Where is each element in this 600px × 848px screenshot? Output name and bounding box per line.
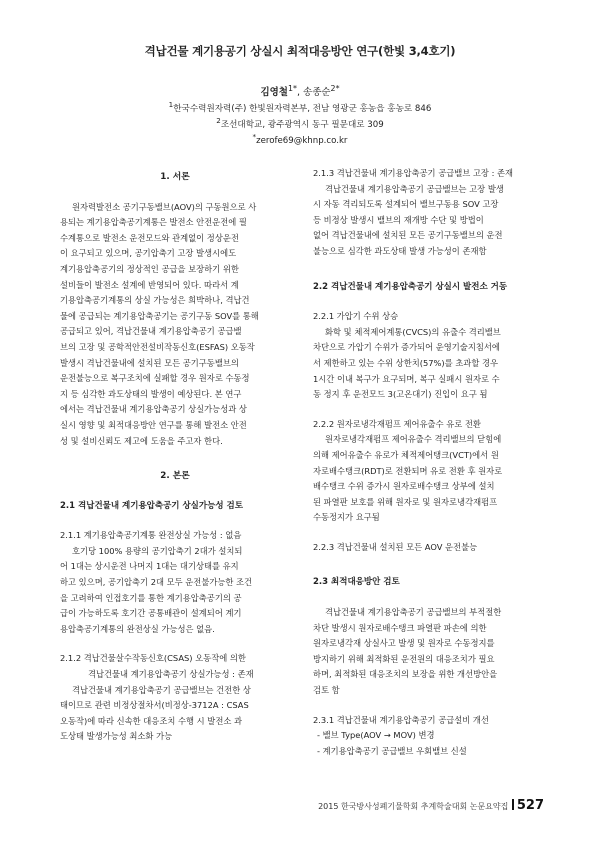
section-2-1-2 [60, 651, 290, 745]
intro-line: 에서는 격납건물내 계기용압축공기 상실가능성과 상 [60, 404, 247, 415]
section-2-1-heading: 2.1 격납건물내 계기용압축공기 상실가능성 검토 [60, 500, 243, 511]
paragraph-line: 용압축공기계통의 완전상실 가능성은 없음. [60, 623, 215, 634]
paragraph-line: 된 파열판 보호를 위해 원자로 및 원자로냉각재펌프 [313, 496, 498, 507]
paper-title: 격납건물 계기용공기 상실시 최적대응방안 연구(한빛 3,4호기) [144, 44, 456, 58]
affiliation-1-mark: 1 [168, 100, 174, 109]
section-2-2-1 [313, 309, 543, 403]
section-2-1-2-heading-cont: 격납건물내 계기용압축공기 상실가능성 : 존재 [88, 669, 254, 680]
paragraph-line: 원자로냉각재펌프 제어유출수 격리밸브의 닫힘에 [325, 434, 502, 445]
author-2-affil-mark: 2* [330, 84, 340, 93]
paragraph-line: 자로배수탱크(RDT)로 전환되며 유로 전환 후 원자로 [313, 465, 503, 476]
intro-line: 기용압축공기계통의 상실 가능성은 희박하나, 격납건 [60, 295, 250, 306]
paragraph-line: 검토 함 [313, 685, 340, 696]
section-2-1-1-heading: 2.1.1 계기용압축공기계통 완전상실 가능성 : 없음 [60, 530, 242, 541]
paragraph-line: 불능으로 심각한 과도상태 발생 가능성이 존재함 [313, 245, 487, 256]
section-2-1-1 [60, 528, 290, 637]
intro-line: 수계통으로 발전소 운전모드와 관계없이 정상운전 [60, 232, 239, 243]
section-introduction-heading: 1. 서론 [160, 172, 190, 182]
intro-line: 운전불능으로 복구조치에 실패할 경우 원자로 수동정 [60, 373, 250, 384]
corresponding-email [0, 132, 600, 146]
paragraph-line: 차단으로 가압기 수위가 증가되어 운영기술지침서에 [313, 342, 500, 353]
paragraph-line: 격납건물내 계기용압축공기 공급밸브는 고장 발생 [325, 183, 504, 194]
affiliation-1 [0, 100, 600, 114]
paragraph-line: 수동정지가 요구됨 [313, 512, 380, 523]
intro-line: 지 등 심각한 과도상태의 발생이 예상된다. 본 연구 [60, 388, 242, 399]
intro-line: 발생시 격납건물내에 설치된 모든 공기구동밸브의 [60, 357, 239, 368]
section-2-2-3-heading: 2.2.3 격납건물내 설치된 모든 AOV 운전불능 [313, 541, 478, 552]
intro-line: 브의 고장 및 공학적안전설비작동신호(ESFAS) 오동작 [60, 341, 255, 352]
affiliation-2-text: 조선대학교, 광주광역시 동구 필문대로 309 [220, 119, 384, 130]
paragraph-line: 등 비정상 발생시 밸브의 재개방 수단 및 방법이 [313, 214, 484, 225]
section-2-3-paragraph [313, 605, 543, 699]
paragraph-line: 오동작)에 따라 신속한 대응조치 수행 시 발전소 과 [60, 715, 242, 726]
affiliation-2 [0, 116, 600, 130]
section-body-heading: 2. 본론 [160, 471, 190, 482]
intro-line: 성 및 설비신뢰도 제고에 도움을 주고자 한다. [60, 435, 223, 446]
intro-line: 실시 영향 및 최적대응방안 연구를 통해 발전소 안전 [60, 419, 247, 430]
author-1-affil-mark: 1* [287, 84, 297, 93]
paragraph-line: 어 1대는 상시운전 나머지 1대는 대기상태를 유지 [60, 561, 239, 572]
paragraph-line: 태이므로 관련 비정상절차서(비정상-3712A : CSAS [60, 700, 249, 711]
intro-line: 원자력발전소 공기구동밸브(AOV)의 구동원으로 사 [72, 201, 257, 212]
paragraph-line: 격납건물내 계기용압축공기 공급밸브는 건전한 상 [72, 684, 251, 695]
author-1: 김영철 [260, 87, 288, 99]
footer-divider [512, 799, 514, 810]
paragraph-line: 도상태 발생가능성 최소화 가능 [60, 731, 173, 742]
intro-line: 계기용압축공기의 정상적인 공급을 보장하기 위한 [60, 263, 239, 274]
intro-line: 공급되고 있어, 격납건물내 계기용압축공기 공급밸 [60, 326, 242, 337]
right-column [313, 166, 543, 759]
author-line [0, 84, 600, 98]
paragraph-line: 급이 가능하도록 호기간 공통배관이 설계되어 계기 [60, 608, 242, 619]
section-2-3-heading: 2.3 최적대응방안 검토 [313, 577, 400, 588]
list-item: - 밸브 Type(AOV → MOV) 변경 [317, 730, 435, 741]
section-2-2-1-heading: 2.2.1 가압기 수위 상승 [313, 311, 399, 322]
paragraph-line: 차단 발생시 원자로배수탱크 파열판 파손에 의한 [313, 622, 487, 633]
section-2-1-3 [313, 166, 543, 260]
page-number: 527 [516, 798, 544, 813]
affiliation-1-text: 한국수력원자력(주) 한빛원자력본부, 전남 영광군 홍농읍 홍농로 846 [173, 103, 432, 114]
email-text: zerofe69@khnp.co.kr [256, 135, 348, 146]
paragraph-line: 시 자동 격리되도록 설계되어 밸브구동용 SOV 고장 [313, 199, 499, 210]
paragraph-line: 원자로냉각재 상실사고 발생 및 원자로 수동정지를 [313, 638, 495, 649]
introduction-paragraph [60, 200, 290, 450]
email-mark: * [252, 132, 257, 141]
list-item: - 계기용압축공기 공급밸브 우회밸브 신설 [317, 745, 467, 756]
paragraph-line: 배수탱크 수위 증가시 원자로배수탱크 상부에 설치 [313, 481, 495, 492]
paragraph-line: 방지하기 위해 최적화된 운전원의 대응조치가 필요 [313, 653, 495, 664]
footer-proceedings-title: 2015 한국방사성폐기물학회 추계학술대회 논문요약집 [318, 802, 509, 811]
section-2-2-2 [313, 417, 543, 526]
affiliation-2-mark: 2 [216, 116, 221, 125]
paragraph-line: 의해 제어유출수 유로가 체적제어탱크(VCT)에서 원 [313, 449, 499, 460]
section-2-1-3-heading: 2.1.3 격납건물내 계기용압축공기 공급밸브 고장 : 존재 [313, 168, 514, 178]
section-2-1-2-heading: 2.1.2 격납건물살수작동신호(CSAS) 오동작에 의한 [60, 653, 246, 664]
intro-line: 설비들이 발전소 설계에 반영되어 있다. 따라서 계 [60, 279, 239, 290]
paragraph-line: 서 제한하고 있는 수위 상한치(57%)를 초과할 경우 [313, 357, 499, 368]
author-separator: , [296, 87, 304, 99]
left-column [60, 170, 290, 745]
paragraph-line: 화학 및 체적제어계통(CVCS)의 유출수 격리밸브 [325, 326, 501, 337]
paragraph-line: 을 고려하여 인접호기를 통한 계기용압축공기의 공 [60, 592, 242, 603]
intro-line: 물에 공급되는 계기용압축공기는 공기구동 SOV를 통해 [60, 310, 259, 321]
paragraph-line: 없어 격납건물내에 설치된 모든 공기구동밸브의 운전 [313, 230, 503, 241]
section-2-2-heading: 2.2 격납건물내 계기용압축공기 상실시 발전소 거동 [313, 281, 508, 292]
paragraph-line: 격납건물내 계기용압축공기 공급밸브의 부적절한 [325, 607, 502, 618]
intro-line: 이 요구되고 있으며, 공기압축기 고장 발생시에도 [60, 248, 237, 259]
page-footer [0, 798, 544, 813]
section-2-3-1-heading: 2.3.1 격납건물내 계기용압축공기 공급설비 개선 [313, 714, 489, 725]
section-2-3-1 [313, 713, 543, 760]
intro-line: 용되는 계기용압축공기계통은 발전소 안전운전에 필 [60, 217, 247, 228]
section-2-2-2-heading: 2.2.2 원자로냉각재펌프 제어유출수 유로 전환 [313, 418, 481, 429]
paragraph-line: 동 정지 후 운전모드 3(고온대기) 진입이 요구 됨 [313, 389, 488, 400]
paragraph-line: 하며, 최적화된 대응조치의 보장을 위한 개선방안을 [313, 669, 498, 680]
paragraph-line: 호기당 100% 용량의 공기압축기 2대가 설치되 [72, 545, 243, 556]
paragraph-line: 하고 있으며, 공기압축기 2대 모두 운전불가능한 조건 [60, 577, 253, 588]
paragraph-line: 1시간 이내 복구가 요구되며, 복구 실패시 원자로 수 [313, 373, 500, 384]
author-2: 송종순 [303, 87, 331, 99]
